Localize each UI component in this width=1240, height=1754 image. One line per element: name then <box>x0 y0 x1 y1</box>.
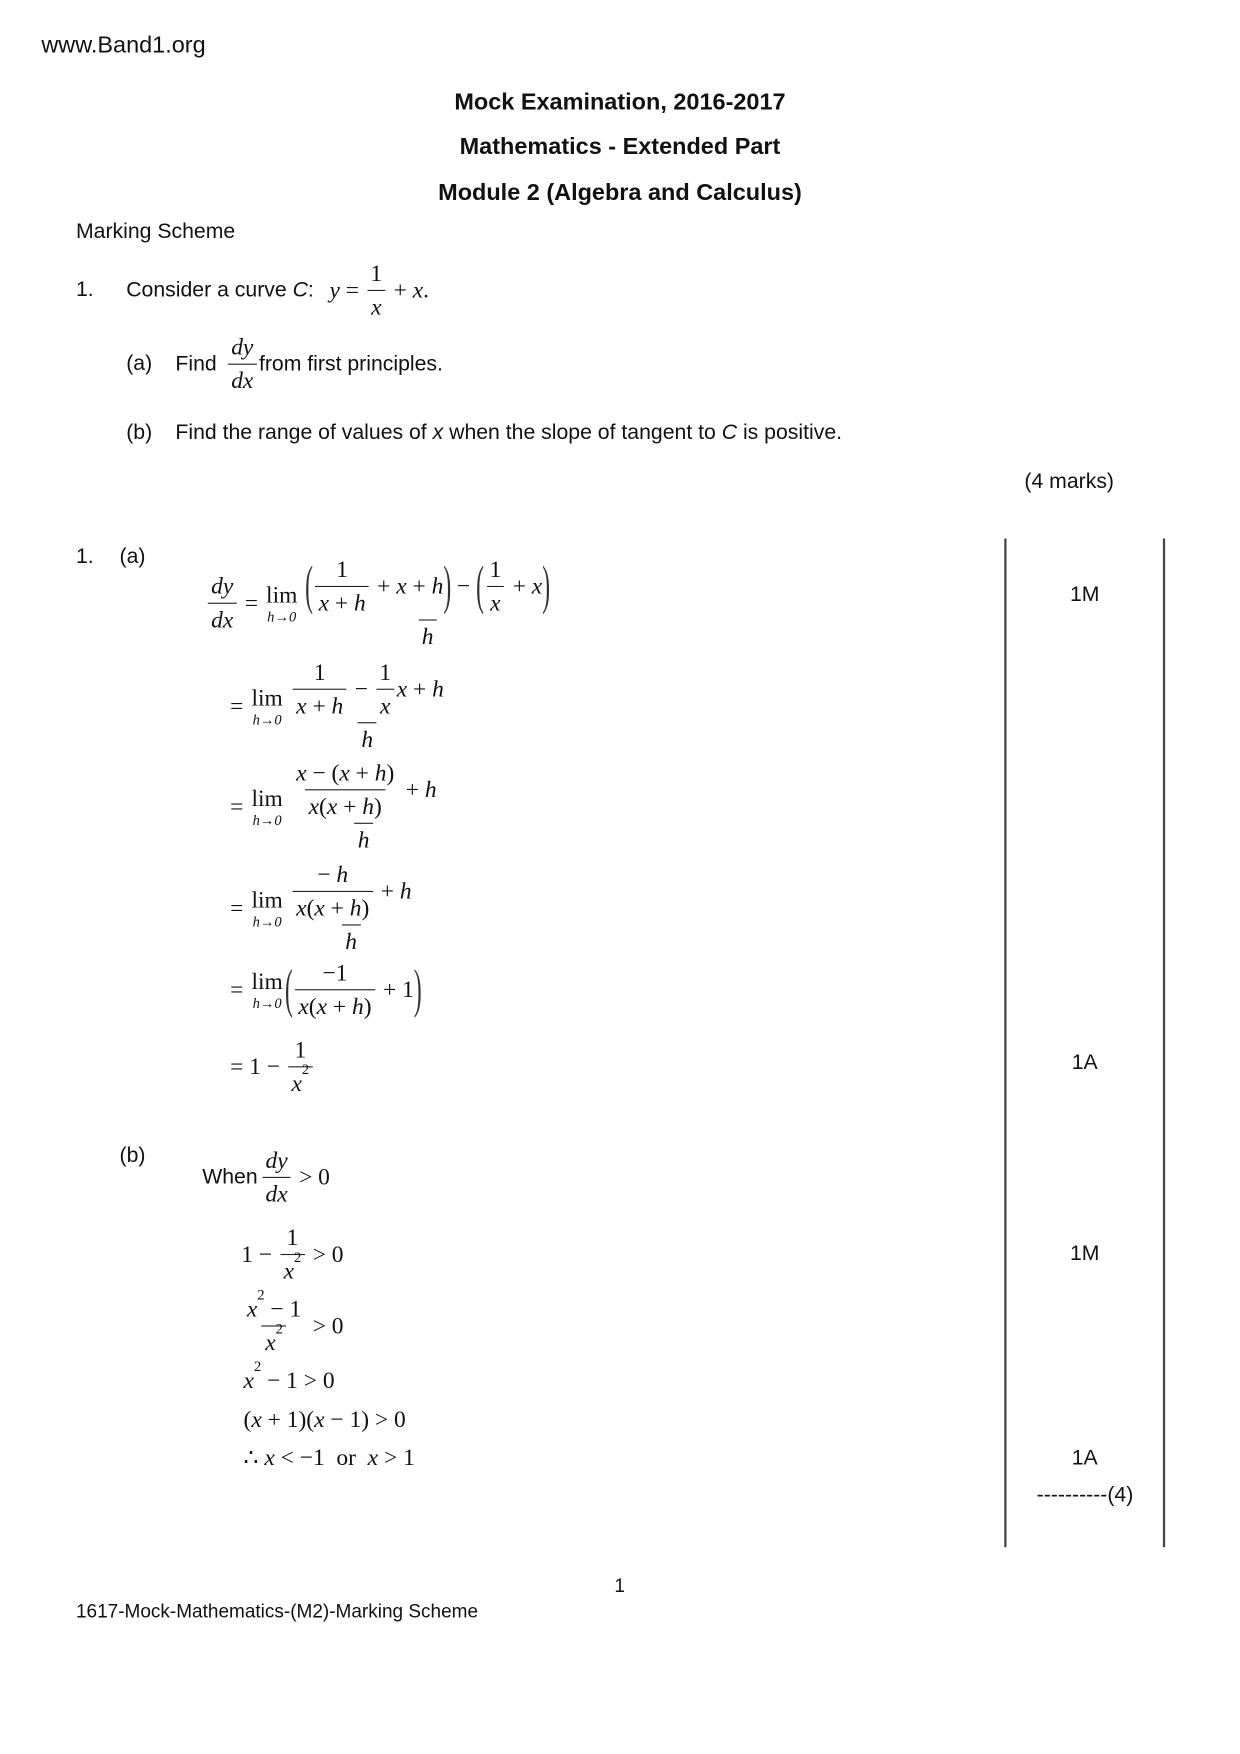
marks-column-left-border <box>1004 538 1006 1547</box>
right-paren: ) <box>542 554 551 617</box>
math-variable: h <box>421 622 434 650</box>
math-text: = <box>230 692 250 719</box>
math-variable: x <box>396 675 408 703</box>
math-variable: dx <box>211 606 234 633</box>
math-expression <box>230 959 422 1020</box>
left-paren: ( <box>476 554 484 617</box>
math-text: − 1 > 0 <box>261 1366 335 1394</box>
math-variable: h <box>432 675 444 703</box>
math-text: + <box>406 572 432 600</box>
math-expression <box>230 759 442 854</box>
power-base: x <box>283 1257 294 1285</box>
fraction-numerator <box>262 1147 291 1177</box>
mark-1A: 1A <box>1071 1446 1098 1471</box>
solution-a-line-2 <box>230 659 449 754</box>
math-fraction <box>228 333 257 394</box>
math-text: − <box>317 860 337 888</box>
fraction-denominator <box>354 823 372 854</box>
math-text: + <box>506 572 532 600</box>
math-variable: dx <box>231 366 254 394</box>
math-text: = <box>230 894 250 922</box>
fraction-denominator <box>262 1319 286 1356</box>
math-parentheses <box>305 556 451 617</box>
fraction-numerator <box>287 659 447 723</box>
math-variable: x <box>339 759 350 786</box>
math-expression <box>241 1224 343 1285</box>
solution-b-line-1 <box>202 1147 330 1208</box>
math-fraction <box>293 759 398 820</box>
module-title: Module 2 (Algebra and Calculus) <box>438 179 802 206</box>
math-text: > 0 <box>306 1312 344 1339</box>
fraction-numerator <box>302 556 554 620</box>
when-word: When <box>202 1165 258 1189</box>
math-text: + 1 <box>377 975 414 1003</box>
math-fraction <box>376 659 394 720</box>
fraction-numerator <box>367 260 385 290</box>
math-fraction <box>244 1286 305 1356</box>
math-fraction <box>315 556 369 617</box>
power-base: x <box>291 1069 302 1097</box>
math-variable: h <box>349 894 362 922</box>
math-fraction <box>486 556 504 617</box>
part-b-label: (b) <box>126 421 153 445</box>
math-expression <box>230 1036 315 1097</box>
mark-1M: 1M <box>1069 583 1100 607</box>
math-text: − ( <box>306 759 340 786</box>
find-word: Find <box>175 351 217 376</box>
fraction-denominator <box>228 364 257 395</box>
math-variable: h <box>353 589 366 617</box>
math-text: = <box>230 792 250 820</box>
solution-b-line-3 <box>241 1286 344 1356</box>
math-variable: h <box>362 792 374 820</box>
math-text: ) <box>361 894 370 922</box>
math-variable: dx <box>265 1180 288 1208</box>
math-variable: h <box>361 725 374 753</box>
solution-a-line-6 <box>230 1036 315 1097</box>
solution-b-line-2 <box>241 1224 343 1285</box>
power-exponent: 2 <box>275 1319 283 1337</box>
math-fraction <box>367 260 385 321</box>
math-expression <box>230 659 449 754</box>
limit-word: lim <box>266 580 298 608</box>
limit-subscript: h→0 <box>252 994 282 1011</box>
math-text: + <box>306 692 332 719</box>
marks-total: (4 marks) <box>1024 470 1115 494</box>
solution-a-line-5 <box>230 959 422 1020</box>
math-variable: h <box>399 877 412 905</box>
solution-number: 1. <box>75 545 94 569</box>
math-text: 1 <box>489 555 502 583</box>
math-text: + <box>329 589 354 617</box>
math-expression <box>230 861 417 956</box>
left-paren: ( <box>305 554 313 617</box>
right-paren: ) <box>413 957 422 1020</box>
math-limit <box>251 683 283 728</box>
math-text: + <box>407 675 433 703</box>
fraction-denominator <box>377 689 394 720</box>
limit-word: lim <box>251 967 283 995</box>
limit-subscript: h→0 <box>267 607 297 625</box>
fraction-numerator <box>228 333 257 363</box>
math-variable: x <box>490 589 501 617</box>
math-variable: x <box>296 894 307 922</box>
math-text: = <box>238 589 264 617</box>
math-variable: x <box>326 792 338 820</box>
math-variable: x <box>296 759 307 786</box>
math-limit <box>251 885 283 930</box>
math-variable: x <box>531 572 543 600</box>
fraction-numerator <box>486 556 504 586</box>
math-text: − 1) > 0 <box>324 1405 406 1433</box>
site-watermark: www.Band1.org <box>41 32 206 59</box>
fraction-numerator <box>208 573 237 603</box>
math-variable: h <box>424 775 437 803</box>
fraction-numerator <box>376 659 394 689</box>
fraction-denominator <box>358 722 376 753</box>
math-text: = 1 − <box>230 1052 286 1080</box>
fraction-denominator <box>288 1060 312 1097</box>
math-variable: x <box>318 589 330 617</box>
math-power <box>283 1248 302 1285</box>
math-expression <box>244 1406 406 1434</box>
math-variable: x <box>396 572 407 600</box>
math-variable: dy <box>211 572 234 600</box>
math-text: + <box>327 992 353 1020</box>
math-expression <box>241 1286 344 1356</box>
math-text: ∴ <box>243 1443 265 1471</box>
b-text: is positive. <box>737 421 843 445</box>
limit-word: lim <box>251 784 283 812</box>
math-fraction <box>287 759 440 854</box>
math-text: − <box>451 572 477 600</box>
math-text: 1 <box>294 1036 307 1063</box>
math-variable: x <box>314 1405 325 1433</box>
solution-part-b-label: (b) <box>119 1143 146 1168</box>
math-fraction <box>262 1147 291 1208</box>
math-expression <box>244 1444 415 1472</box>
curve-equation <box>329 260 429 321</box>
math-parentheses <box>285 959 422 1020</box>
math-text: > 0 <box>293 1163 330 1191</box>
math-fraction <box>302 556 554 651</box>
math-text: > 0 <box>306 1240 344 1268</box>
solution-b-line-4 <box>243 1357 335 1395</box>
math-expression <box>260 1147 330 1208</box>
footer-doc-name: 1617-Mock-Mathematics-(M2)-Marking Scheme <box>75 1600 479 1623</box>
math-variable: dy <box>231 333 254 361</box>
mark-1M: 1M <box>1069 1242 1100 1266</box>
fraction-denominator <box>293 689 347 720</box>
math-text: ) <box>386 759 395 786</box>
solution-b-line-6 <box>244 1444 415 1472</box>
math-variable: x <box>251 1405 262 1433</box>
math-fraction <box>280 1224 304 1285</box>
math-variable: x <box>316 992 328 1020</box>
math-variable: h <box>336 860 349 888</box>
fraction-denominator <box>368 290 385 321</box>
math-variable: x <box>371 293 382 321</box>
power-base: x <box>265 1328 276 1356</box>
question-stem <box>126 260 429 321</box>
math-text: + 1)( <box>261 1405 315 1433</box>
math-variable: x <box>308 792 320 820</box>
math-limit <box>266 580 298 625</box>
solution-a-line-3 <box>230 759 442 854</box>
b-text: when the slope of tangent to <box>443 421 722 445</box>
left-paren: ( <box>284 957 293 1020</box>
math-variable: x <box>298 992 309 1020</box>
fraction-numerator <box>287 759 440 823</box>
fraction-denominator <box>262 1177 291 1208</box>
math-variable: y <box>329 276 340 304</box>
fraction-numerator <box>293 759 398 789</box>
b-text: Find the range of values of <box>175 421 433 445</box>
power-exponent: 2 <box>257 1286 265 1304</box>
limit-subscript: h→0 <box>252 912 282 930</box>
math-text: > 1 <box>378 1443 415 1471</box>
math-fraction <box>293 659 347 720</box>
math-variable: x <box>412 276 424 304</box>
solution-part-a-label: (a) <box>119 545 146 569</box>
math-text: ( <box>308 992 317 1020</box>
math-variable: h <box>345 927 357 955</box>
math-fraction <box>288 1036 312 1097</box>
math-text: 1 <box>313 658 326 686</box>
fraction-denominator <box>305 789 385 820</box>
math-text: + <box>399 775 425 803</box>
fraction-denominator <box>293 891 373 922</box>
fraction-numerator <box>319 959 351 989</box>
solution-a-line-1 <box>206 556 556 651</box>
math-variable: h <box>374 759 387 786</box>
math-limit <box>251 786 282 826</box>
b-var-x: x <box>432 421 444 445</box>
math-expression <box>206 556 556 651</box>
fraction-denominator <box>418 619 436 650</box>
math-text: 1 <box>286 1223 299 1251</box>
math-text: + <box>374 877 400 905</box>
marks-subtotal: ----------(4) <box>1036 1483 1134 1507</box>
math-variable: h <box>431 572 444 600</box>
marks-column-right-border <box>1163 538 1165 1547</box>
curve-name: C <box>292 278 308 302</box>
power-exponent: 2 <box>253 1357 262 1375</box>
question-number: 1. <box>75 278 94 302</box>
math-text: . <box>423 276 429 304</box>
math-text: 1 <box>370 259 383 287</box>
mark-1A: 1A <box>1071 1051 1098 1075</box>
fraction-denominator <box>487 586 504 617</box>
power-exponent: 2 <box>301 1060 310 1078</box>
power-exponent: 2 <box>293 1248 302 1266</box>
math-text: + <box>349 759 375 786</box>
math-fraction <box>287 861 415 956</box>
fraction-denominator <box>280 1248 304 1285</box>
math-expression <box>243 1357 335 1395</box>
math-text: 1 <box>379 658 392 686</box>
math-text: + <box>337 792 363 820</box>
question-intro: Consider a curve <box>126 278 293 302</box>
math-variable: h <box>331 692 344 719</box>
limit-subscript: h→0 <box>252 811 282 828</box>
fraction-numerator <box>314 861 352 891</box>
limit-word: lim <box>251 885 283 913</box>
fraction-denominator <box>342 924 360 955</box>
power-base: x <box>243 1366 254 1394</box>
math-text: 1 − <box>241 1240 278 1268</box>
math-text: < −1 or <box>274 1443 368 1471</box>
math-power <box>291 1060 310 1098</box>
math-variable: x <box>380 692 391 719</box>
math-text: + <box>371 572 397 600</box>
math-parentheses <box>476 556 550 617</box>
part-a-rest: from first principles. <box>258 351 443 376</box>
fraction-numerator <box>287 861 415 925</box>
math-fraction <box>287 659 447 754</box>
part-b-text <box>175 421 842 446</box>
math-text: ( <box>306 894 315 922</box>
right-paren: ) <box>443 554 452 617</box>
math-variable: x <box>264 1443 275 1471</box>
math-power <box>243 1357 262 1395</box>
math-text: ) <box>363 992 372 1020</box>
exam-title: Mock Examination, 2016-2017 <box>454 89 786 116</box>
fraction-denominator <box>295 989 375 1020</box>
math-text: 1 <box>336 555 348 583</box>
math-power <box>246 1286 265 1323</box>
math-text: ) <box>373 792 382 820</box>
limit-word: lim <box>251 683 283 711</box>
part-a-label: (a) <box>126 351 153 376</box>
colon: : <box>307 278 314 302</box>
math-text: ( <box>243 1405 252 1433</box>
fraction-numerator <box>244 1286 305 1325</box>
math-fraction <box>293 861 373 922</box>
math-text: = <box>230 975 250 1003</box>
math-text: + <box>324 894 350 922</box>
math-variable: x <box>314 894 325 922</box>
fraction-denominator <box>315 586 369 617</box>
fraction-numerator <box>310 659 328 689</box>
marking-scheme-label: Marking Scheme <box>75 220 236 244</box>
math-text: + <box>387 276 413 304</box>
dydx <box>226 333 259 394</box>
math-limit <box>251 967 283 1011</box>
math-fraction <box>208 573 237 634</box>
solution-b-line-5 <box>244 1406 406 1434</box>
page-number: 1 <box>614 1575 625 1597</box>
subject-title: Mathematics - Extended Part <box>459 134 781 160</box>
fraction-numerator <box>333 556 351 586</box>
solution-a-line-4 <box>230 861 417 956</box>
power-base: x <box>246 1295 258 1323</box>
math-text: = <box>339 276 365 304</box>
math-fraction <box>295 959 375 1020</box>
math-variable: x <box>296 692 307 719</box>
math-variable: dy <box>265 1146 288 1174</box>
math-variable: x <box>367 1443 379 1471</box>
math-text: −1 <box>322 959 348 986</box>
part-a-text <box>175 333 443 394</box>
math-variable: h <box>352 992 364 1020</box>
math-text: − <box>348 675 374 703</box>
fraction-denominator <box>208 603 237 634</box>
b-var-c: C <box>721 421 738 445</box>
math-text: ( <box>319 792 327 820</box>
math-text: − 1 <box>264 1295 302 1323</box>
math-variable: h <box>357 826 370 853</box>
math-power <box>265 1319 283 1357</box>
limit-subscript: h→0 <box>252 710 282 728</box>
